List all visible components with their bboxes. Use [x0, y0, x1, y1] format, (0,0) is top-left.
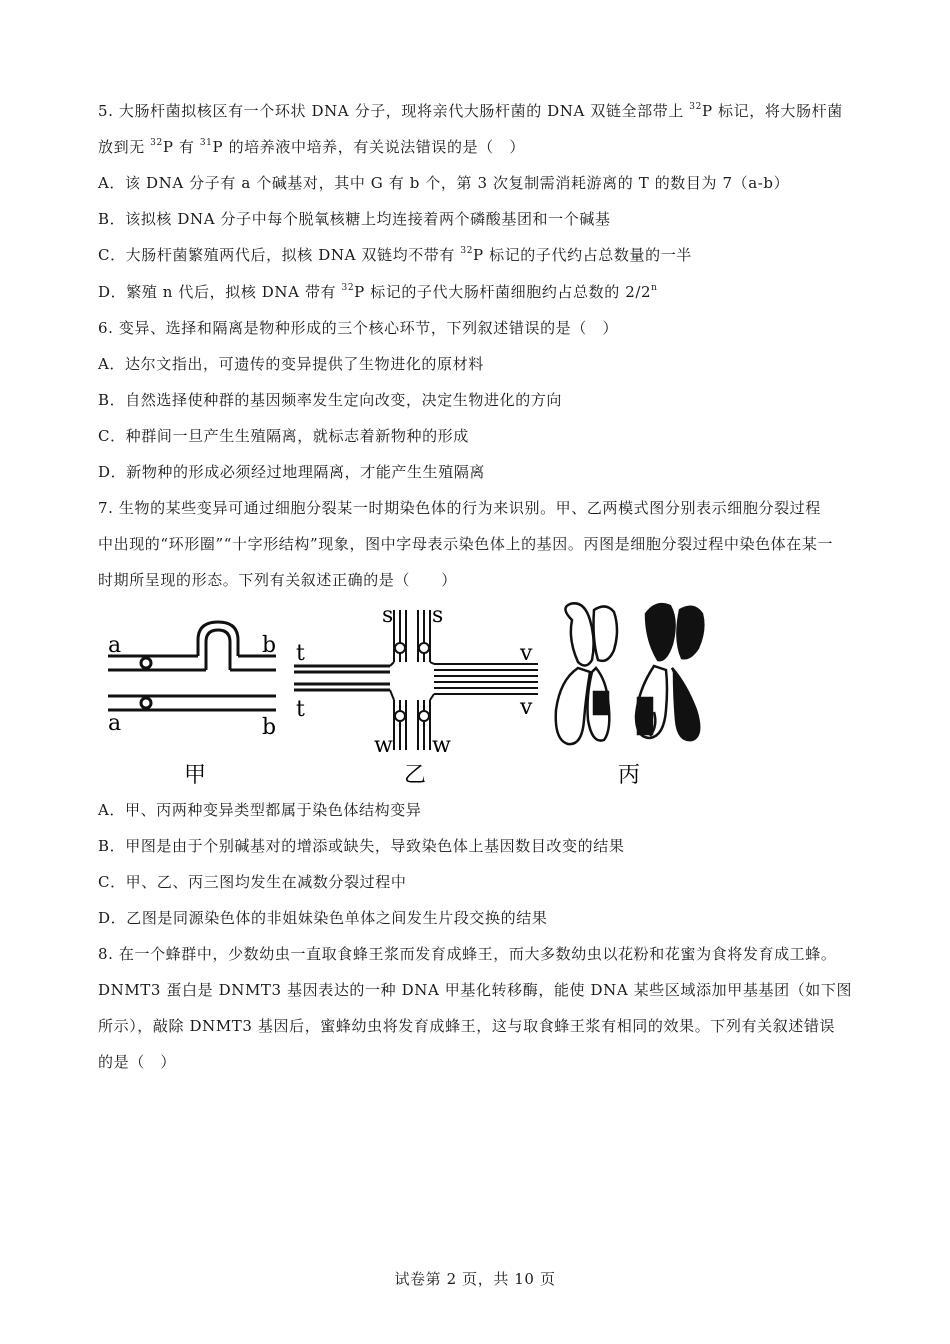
yi-gene-w-left: w [374, 733, 393, 758]
figure-label-jia: 甲 [184, 763, 207, 788]
jia-gene-a-top: a [108, 633, 122, 658]
q8-stem-line-3: 所示），敲除 DNMT3 基因后，蜜蜂幼虫将发育成蜂王，这与取食蜂王浆有相同的效果。下列有关叙述错误 [98, 1017, 836, 1035]
yi-gene-s-left: s [382, 603, 394, 628]
q5-stem-line-1: 5. 大肠杆菌拟核区有一个环状 DNA 分子，现将亲代大肠杆菌的 DNA 双链全部带上 $^{32}$P 标记，将大肠杆菌 [98, 102, 843, 120]
q6-option-b: B．自然选择使种群的基因频率发生定向改变，决定生物进化的方向 [98, 391, 563, 409]
jia-gene-b-bottom: b [262, 715, 277, 740]
figure-label-yi: 乙 [404, 763, 427, 788]
q5-stem-line-2: 放到无 $^{32}$P 有 $^{31}$P 的培养液中培养，有关说法错误的是（ ） [98, 138, 525, 156]
figure-label-bing: 丙 [618, 763, 641, 788]
yi-gene-s-right: s [432, 603, 444, 628]
yi-gene-v-top: v [520, 641, 533, 666]
q7-option-d: D．乙图是同源染色体的非姐妹染色单体之间发生片段交换的结果 [98, 909, 548, 927]
q5-option-a: A．该 DNA 分子有 a 个碱基对，其中 G 有 b 个，第 3 次复制需消耗游离的 T 的数目为 7（a-b） [98, 174, 790, 192]
q5-option-d: D．繁殖 n 代后，拟核 DNA 带有 $^{32}$P 标记的子代大肠杆菌细胞约占总数的 2/2$^n$ [98, 283, 658, 301]
yi-diagram [294, 610, 538, 750]
yi-gene-t-bottom: t [296, 697, 305, 722]
q6-option-c: C．种群间一旦产生生殖隔离，就标志着新物种的形成 [98, 427, 469, 445]
yi-gene-w-right: w [432, 733, 451, 758]
page-footer: 试卷第 2 页，共 10 页 [394, 1270, 556, 1288]
chromosome-figure [98, 600, 738, 800]
q8-stem-line-4: 的是（ ） [98, 1053, 177, 1071]
q5-option-c: C．大肠杆菌繁殖两代后，拟核 DNA 双链均不带有 $^{32}$P 标记的子代约占总数量的一半 [98, 246, 692, 264]
q7-option-b: B．甲图是由于个别碱基对的增添或缺失，导致染色体上基因数目改变的结果 [98, 837, 625, 855]
jia-gene-a-bottom: a [108, 711, 122, 736]
q7-stem-line-3: 时期所呈现的形态。下列有关叙述正确的是（ ） [98, 571, 457, 589]
q6-stem: 6. 变异、选择和隔离是物种形成的三个核心环节，下列叙述错误的是（ ） [98, 319, 619, 337]
yi-gene-t-top: t [296, 641, 305, 666]
q7-stem-line-1: 7. 生物的某些变异可通过细胞分裂某一时期染色体的行为来识别。甲、乙两模式图分别表示细胞分裂过程 [98, 499, 821, 517]
q8-stem-line-2: DNMT3 蛋白是 DNMT3 基因表达的一种 DNA 甲基化转移酶，能使 DNA 某些区域添加甲基基团（如下图 [98, 981, 853, 999]
q6-option-a: A．达尔文指出，可遗传的变异提供了生物进化的原材料 [98, 355, 484, 373]
q5-option-b: B．该拟核 DNA 分子中每个脱氧核糖上均连接着两个磷酸基团和一个碱基 [98, 210, 611, 228]
q7-stem-line-2: 中出现的“环形圈”“十字形结构”现象，图中字母表示染色体上的基因。丙图是细胞分裂过程中染色体在某一 [98, 535, 834, 553]
jia-diagram [108, 622, 276, 710]
yi-gene-v-bottom: v [520, 695, 533, 720]
q7-option-c: C．甲、乙、丙三图均发生在减数分裂过程中 [98, 873, 407, 891]
q6-option-d: D．新物种的形成必须经过地理隔离，才能产生生殖隔离 [98, 463, 486, 481]
bing-diagram [556, 603, 704, 744]
jia-gene-b-top: b [262, 633, 277, 658]
q8-stem-line-1: 8. 在一个蜂群中，少数幼虫一直取食蜂王浆而发育成蜂王，而大多数幼虫以花粉和花蜜为食将发育成工蜂。 [98, 945, 837, 963]
q7-option-a: A．甲、丙两种变异类型都属于染色体结构变异 [98, 801, 422, 819]
chromosome-diagrams [98, 600, 738, 800]
